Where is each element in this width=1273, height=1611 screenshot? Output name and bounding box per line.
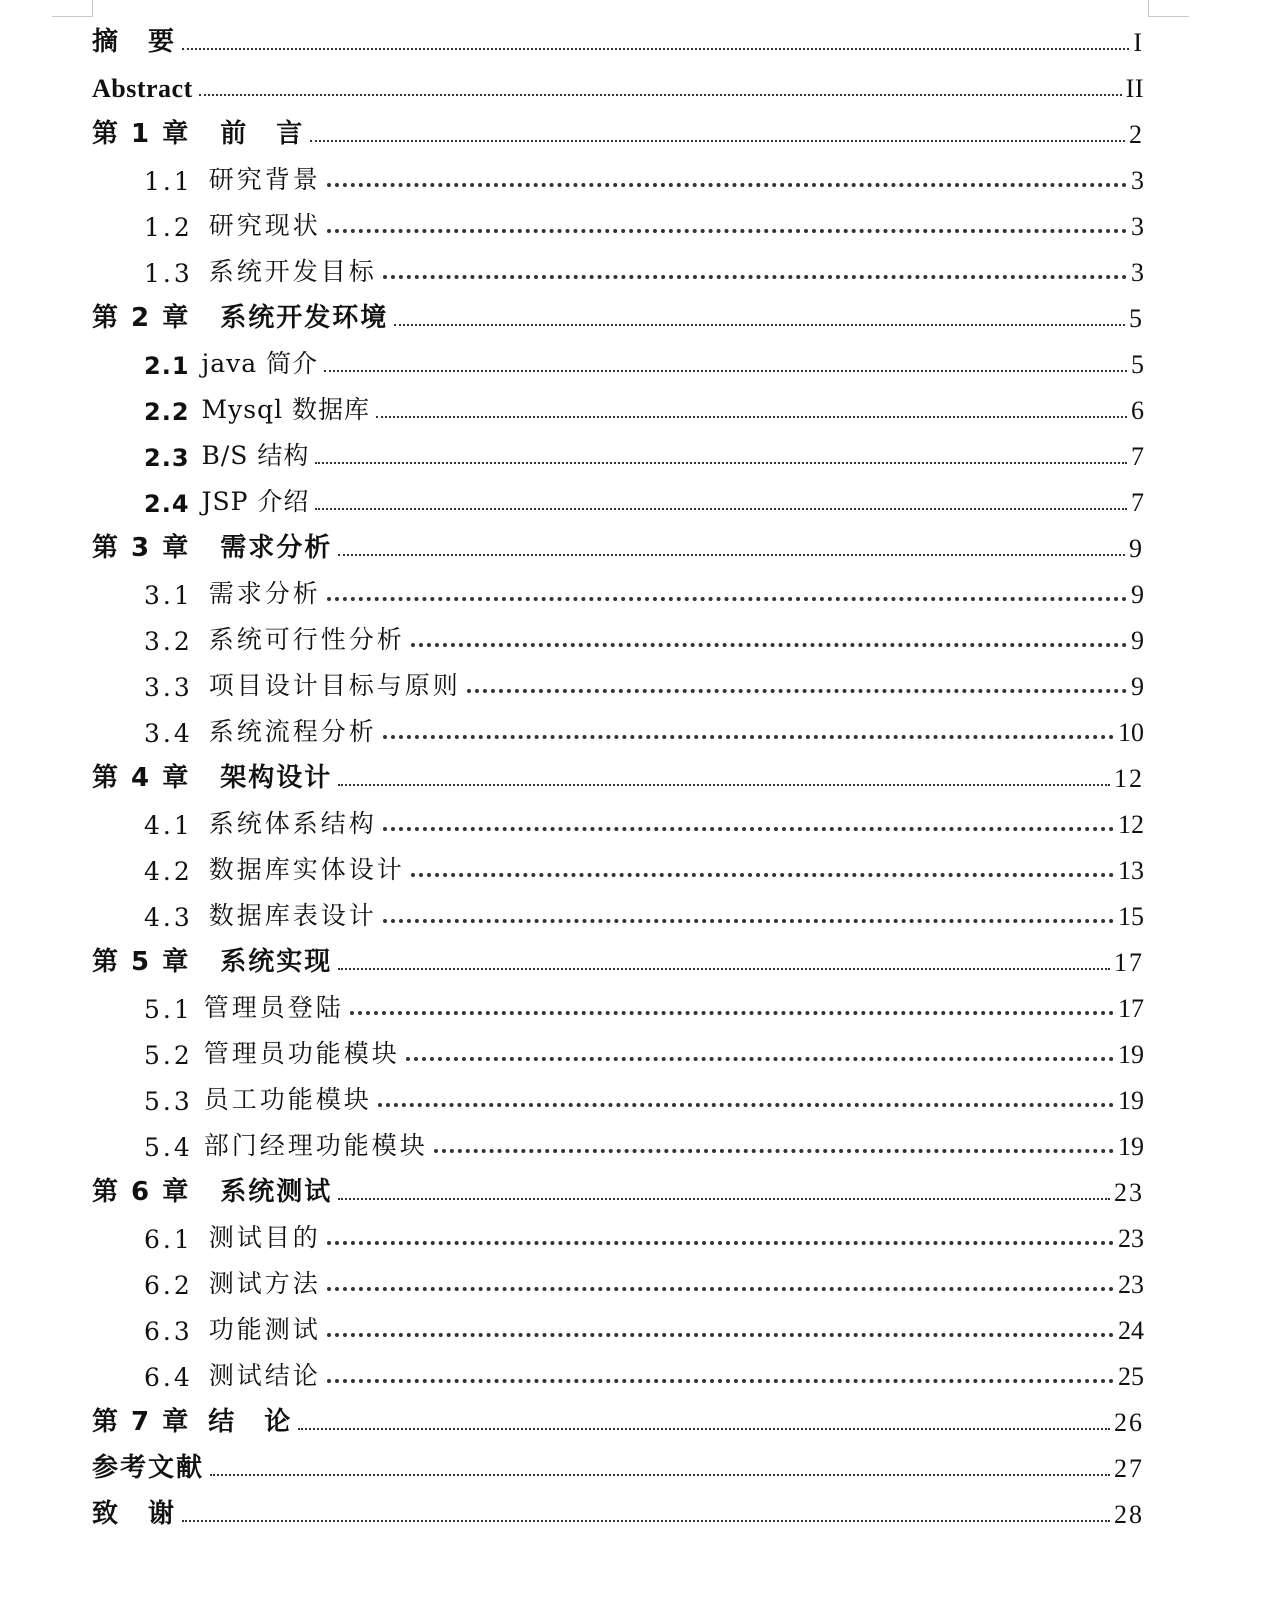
toc-section-3-1[interactable] bbox=[92, 570, 1144, 610]
toc-chapter-2[interactable] bbox=[92, 294, 1144, 334]
toc-dot-leader bbox=[378, 1103, 1114, 1107]
toc-chapter-number: 第 5 章 bbox=[92, 947, 191, 977]
toc-dot-leader bbox=[327, 229, 1127, 233]
toc-section-number: 1.1 bbox=[144, 167, 193, 196]
toc-entry-abstract-en[interactable] bbox=[92, 64, 1144, 104]
toc-dot-leader bbox=[383, 275, 1127, 279]
toc-page-number: 7 bbox=[1131, 488, 1144, 517]
toc-dot-leader bbox=[411, 873, 1114, 877]
toc-chapter-number: 第 2 章 bbox=[92, 303, 191, 333]
toc-dot-leader bbox=[182, 48, 1129, 50]
toc-section-title: JSP 介绍 bbox=[201, 487, 310, 516]
toc-section-6-4[interactable] bbox=[92, 1352, 1144, 1392]
toc-section-1-2[interactable] bbox=[92, 202, 1144, 242]
toc-dot-leader bbox=[383, 827, 1114, 831]
toc-dot-leader bbox=[383, 735, 1114, 739]
toc-section-title: 数据库实体设计 bbox=[208, 855, 405, 884]
toc-dot-leader bbox=[210, 1474, 1110, 1476]
page-corner-mark-right bbox=[1148, 0, 1189, 17]
toc-chapter-title: 结 论 bbox=[208, 1407, 293, 1437]
toc-section-2-4[interactable] bbox=[92, 478, 1144, 518]
toc-dot-leader bbox=[182, 1520, 1110, 1522]
toc-page-number: 23 bbox=[1118, 1270, 1144, 1299]
toc-section-5-2[interactable] bbox=[92, 1030, 1144, 1070]
toc-dot-leader bbox=[327, 1379, 1114, 1383]
toc-entry-references[interactable] bbox=[92, 1444, 1144, 1484]
toc-page-number: 3 bbox=[1131, 258, 1144, 287]
toc-section-number: 1.2 bbox=[144, 213, 193, 242]
toc-section-title: java 简介 bbox=[201, 349, 319, 378]
toc-chapter-title: 系统实现 bbox=[220, 947, 333, 977]
toc-chapter-title: 架构设计 bbox=[220, 763, 333, 793]
toc-section-number: 5.1 bbox=[144, 995, 204, 1024]
toc-dot-leader bbox=[406, 1057, 1114, 1061]
toc-section-number: 3.3 bbox=[144, 673, 193, 702]
toc-dot-leader bbox=[327, 183, 1127, 187]
toc-section-number: 2.2 bbox=[144, 398, 190, 426]
toc-dot-leader bbox=[327, 1333, 1114, 1337]
toc-chapter-5[interactable] bbox=[92, 938, 1144, 978]
toc-dot-leader bbox=[327, 1241, 1114, 1245]
toc-section-title: 部门经理功能模块 bbox=[203, 1131, 428, 1160]
toc-page-number: 3 bbox=[1131, 212, 1144, 241]
toc-chapter-title: 需求分析 bbox=[220, 533, 333, 563]
toc-dot-leader bbox=[434, 1149, 1114, 1153]
toc-section-5-3[interactable] bbox=[92, 1076, 1144, 1116]
toc-page-number: 23 bbox=[1114, 1178, 1144, 1207]
toc-chapter-number: 第 1 章 bbox=[92, 119, 191, 149]
toc-section-1-3[interactable] bbox=[92, 248, 1144, 288]
toc-section-3-4[interactable] bbox=[92, 708, 1144, 748]
toc-section-1-1[interactable] bbox=[92, 156, 1144, 196]
toc-dot-leader bbox=[310, 140, 1125, 142]
toc-section-title: 项目设计目标与原则 bbox=[208, 671, 461, 700]
toc-section-4-3[interactable] bbox=[92, 892, 1144, 932]
toc-section-title: 需求分析 bbox=[208, 579, 321, 608]
toc-page-number: 24 bbox=[1118, 1316, 1144, 1345]
toc-section-2-3[interactable] bbox=[92, 432, 1144, 472]
toc-section-number: 5.4 bbox=[144, 1133, 204, 1162]
toc-section-number: 3.1 bbox=[144, 581, 193, 610]
toc-page-number: 19 bbox=[1118, 1040, 1144, 1069]
toc-chapter-6[interactable] bbox=[92, 1168, 1144, 1208]
toc-section-2-2[interactable] bbox=[92, 386, 1144, 426]
toc-section-6-3[interactable] bbox=[92, 1306, 1144, 1346]
toc-dot-leader bbox=[324, 370, 1127, 372]
toc-dot-leader bbox=[315, 508, 1127, 510]
toc-dot-leader bbox=[394, 324, 1125, 326]
toc-dot-leader bbox=[376, 416, 1127, 418]
toc-section-title: 研究现状 bbox=[208, 211, 321, 240]
toc-section-title: 数据库表设计 bbox=[208, 901, 377, 930]
toc-entry-label: 致 谢 bbox=[92, 1499, 177, 1529]
toc-page-number: 17 bbox=[1118, 994, 1144, 1023]
toc-page-number: 12 bbox=[1114, 764, 1144, 793]
toc-page-number: 2 bbox=[1129, 120, 1144, 149]
toc-chapter-number: 第 4 章 bbox=[92, 763, 191, 793]
toc-page-number: 17 bbox=[1114, 948, 1144, 977]
toc-dot-leader bbox=[383, 919, 1114, 923]
toc-page-number: 9 bbox=[1129, 534, 1144, 563]
toc-chapter-number: 第 3 章 bbox=[92, 533, 191, 563]
toc-section-number: 3.2 bbox=[144, 627, 193, 656]
toc-dot-leader bbox=[338, 784, 1110, 786]
toc-section-title: 系统流程分析 bbox=[208, 717, 377, 746]
toc-chapter-title: 系统测试 bbox=[220, 1177, 333, 1207]
toc-section-title: 研究背景 bbox=[208, 165, 321, 194]
toc-section-number: 2.3 bbox=[144, 444, 190, 472]
toc-chapter-title: 系统开发环境 bbox=[220, 303, 389, 333]
toc-section-5-4[interactable] bbox=[92, 1122, 1144, 1162]
toc-dot-leader bbox=[315, 462, 1127, 464]
toc-section-title: 员工功能模块 bbox=[203, 1085, 372, 1114]
toc-section-number: 4.2 bbox=[144, 857, 193, 886]
toc-page-number: 28 bbox=[1114, 1500, 1144, 1529]
toc-page-number: 7 bbox=[1131, 442, 1144, 471]
toc-section-title: 测试结论 bbox=[208, 1361, 321, 1390]
toc-section-title: 测试方法 bbox=[208, 1269, 321, 1298]
toc-dot-leader bbox=[298, 1428, 1110, 1430]
toc-section-title: 功能测试 bbox=[208, 1315, 321, 1344]
toc-page-number: 9 bbox=[1131, 672, 1144, 701]
toc-section-number: 6.2 bbox=[144, 1271, 193, 1300]
toc-section-number: 5.3 bbox=[144, 1087, 204, 1116]
toc-page-number: 10 bbox=[1118, 718, 1144, 747]
toc-page-number: 19 bbox=[1118, 1086, 1144, 1115]
toc-page-number: 23 bbox=[1118, 1224, 1144, 1253]
toc-section-title: 系统体系结构 bbox=[208, 809, 377, 838]
toc-section-number: 6.1 bbox=[144, 1225, 193, 1254]
toc-section-4-1[interactable] bbox=[92, 800, 1144, 840]
toc-section-number: 3.4 bbox=[144, 719, 193, 748]
toc-dot-leader bbox=[327, 597, 1127, 601]
toc-section-6-1[interactable] bbox=[92, 1214, 1144, 1254]
toc-section-title: B/S 结构 bbox=[201, 441, 310, 470]
toc-dot-leader bbox=[350, 1011, 1114, 1015]
toc-chapter-3[interactable] bbox=[92, 524, 1144, 564]
toc-page-number: 26 bbox=[1114, 1408, 1144, 1437]
toc-page-number: 27 bbox=[1114, 1454, 1144, 1483]
toc-page-number: 3 bbox=[1131, 166, 1144, 195]
toc-page-number: 9 bbox=[1131, 626, 1144, 655]
toc-entry-label: 摘 要 bbox=[92, 27, 177, 57]
toc-dot-leader bbox=[327, 1287, 1114, 1291]
toc-section-number: 4.3 bbox=[144, 903, 193, 932]
toc-page-number: 5 bbox=[1131, 350, 1144, 379]
toc-chapter-number: 第 6 章 bbox=[92, 1177, 191, 1207]
toc-page-number: I bbox=[1133, 28, 1144, 57]
toc-section-title: 管理员功能模块 bbox=[203, 1039, 400, 1068]
toc-dot-leader bbox=[338, 1198, 1110, 1200]
toc-entry-label: 参考文献 bbox=[92, 1453, 205, 1483]
toc-section-6-2[interactable] bbox=[92, 1260, 1144, 1300]
toc-section-title: 系统开发目标 bbox=[208, 257, 377, 286]
toc-chapter-4[interactable] bbox=[92, 754, 1144, 794]
toc-section-title: Mysql 数据库 bbox=[201, 395, 371, 424]
toc-page-number: 12 bbox=[1118, 810, 1144, 839]
toc-page-number: 5 bbox=[1129, 304, 1144, 333]
toc-entry-title: Abstract bbox=[92, 74, 193, 103]
toc-chapter-title: 前 言 bbox=[220, 119, 305, 149]
toc-page-number: 15 bbox=[1118, 902, 1144, 931]
toc-section-number: 5.2 bbox=[144, 1041, 204, 1070]
toc-dot-leader bbox=[411, 643, 1127, 647]
toc-entry-abstract-cn[interactable] bbox=[92, 18, 1144, 58]
toc-section-5-1[interactable] bbox=[92, 984, 1144, 1024]
toc-page-number: 9 bbox=[1131, 580, 1144, 609]
toc-section-number: 2.4 bbox=[144, 490, 190, 518]
page-corner-mark-left bbox=[52, 0, 93, 17]
toc-entry-acknowledgements[interactable] bbox=[92, 1490, 1144, 1530]
toc-page-number: 13 bbox=[1118, 856, 1144, 885]
toc-section-3-2[interactable] bbox=[92, 616, 1144, 656]
toc-page-number: 25 bbox=[1118, 1362, 1144, 1391]
toc-page-number: 19 bbox=[1118, 1132, 1144, 1161]
toc-chapter-7[interactable] bbox=[92, 1398, 1144, 1438]
toc-page-number: II bbox=[1125, 74, 1144, 103]
toc-section-4-2[interactable] bbox=[92, 846, 1144, 886]
toc-chapter-1[interactable] bbox=[92, 110, 1144, 150]
toc-section-2-1[interactable] bbox=[92, 340, 1144, 380]
toc-section-number: 2.1 bbox=[144, 352, 190, 380]
toc-section-number: 6.4 bbox=[144, 1363, 193, 1392]
toc-section-number: 1.3 bbox=[144, 259, 193, 288]
toc-chapter-number: 第 7 章 bbox=[92, 1407, 191, 1437]
toc-dot-leader bbox=[338, 554, 1125, 556]
toc-dot-leader bbox=[338, 968, 1110, 970]
toc-section-title: 测试目的 bbox=[208, 1223, 321, 1252]
toc-section-number: 4.1 bbox=[144, 811, 193, 840]
toc-dot-leader bbox=[467, 689, 1127, 693]
toc-section-3-3[interactable] bbox=[92, 662, 1144, 702]
toc-page-number: 6 bbox=[1131, 396, 1144, 425]
toc-dot-leader bbox=[199, 94, 1122, 96]
toc-section-title: 系统可行性分析 bbox=[208, 625, 405, 654]
toc-section-title: 管理员登陆 bbox=[203, 993, 344, 1022]
toc-section-number: 6.3 bbox=[144, 1317, 193, 1346]
